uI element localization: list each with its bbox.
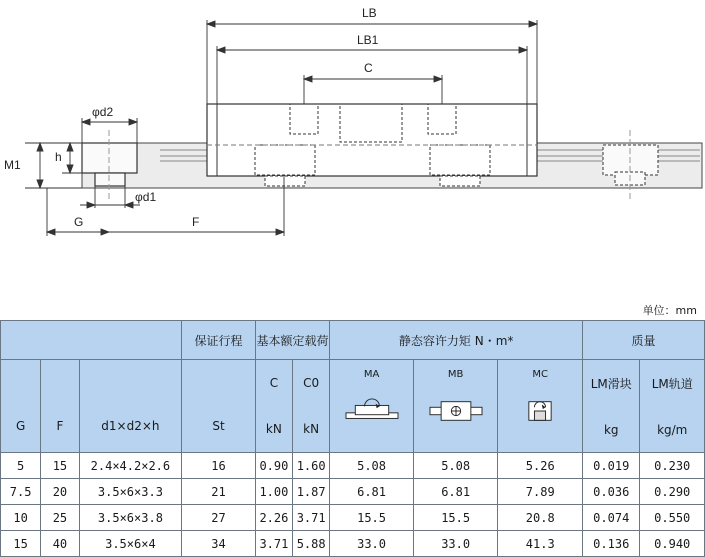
dim-label-g: G [74,215,84,229]
cell: 0.290 [640,479,705,505]
dim-label-f: F [192,215,200,229]
col-f: F [41,360,79,453]
cell: 41.3 [498,531,583,557]
cell: 0.019 [583,453,640,479]
cell: 10 [1,505,41,531]
cell: 0.940 [640,531,705,557]
moment-mc-icon [520,398,560,424]
table-row [1,505,705,531]
cell: 3.5×6×4 [79,531,182,557]
header-basic-load: 基本额定载荷 [255,321,330,360]
header-blank [1,321,182,360]
cell: 3.71 [293,505,330,531]
col-mc: MC [498,360,583,453]
cell: 15.5 [330,505,414,531]
cell: 15 [41,453,79,479]
col-c: C kN [255,360,292,453]
table-row [1,479,705,505]
cell: 33.0 [330,531,414,557]
dim-label-c: C [364,61,373,75]
cell: 1.60 [293,453,330,479]
unit-label: 单位：mm [642,304,697,317]
moment-mb-icon [424,398,488,424]
moment-ma-icon [340,398,404,424]
cell: 7.5 [1,479,41,505]
cell: 3.5×6×3.3 [79,479,182,505]
cell: 0.90 [255,453,292,479]
dim-label-lb1: LB1 [357,33,379,47]
cell: 33.0 [413,531,498,557]
dim-label-phi-d2: φd2 [92,105,114,119]
cell: 0.036 [583,479,640,505]
cell: 15 [1,531,41,557]
cell: 2.26 [255,505,292,531]
cell: 27 [182,505,256,531]
cell: 0.230 [640,453,705,479]
cell: 1.00 [255,479,292,505]
col-mb: MB [413,360,498,453]
cell: 6.81 [413,479,498,505]
spec-table [0,320,705,557]
col-rail-mass: LM轨道 kg/m [640,360,705,453]
cell: 21 [182,479,256,505]
dim-label-lb: LB [362,6,377,20]
cell: 20 [41,479,79,505]
col-g: G [1,360,41,453]
rail-mounting-hole-right [603,130,658,200]
col-ma: MA [330,360,414,453]
cell: 1.87 [293,479,330,505]
cell: 5.88 [293,531,330,557]
cell: 16 [182,453,256,479]
cell: 25 [41,505,79,531]
cell: 5.26 [498,453,583,479]
cell: 15.5 [413,505,498,531]
cell: 6.81 [330,479,414,505]
col-st: St [182,360,256,453]
col-dims: d1×d2×h [79,360,182,453]
dim-label-m1: M1 [4,158,21,172]
dim-label-h: h [55,150,62,164]
cell: 5.08 [413,453,498,479]
cell: 3.71 [255,531,292,557]
cell: 0.136 [583,531,640,557]
cell: 40 [41,531,79,557]
header-static-moment: 静态容许力矩 N・m* [330,321,583,360]
cell: 0.074 [583,505,640,531]
col-c0: C0 kN [293,360,330,453]
cell: 34 [182,531,256,557]
dim-label-phi-d1: φd1 [135,190,157,204]
header-travel: 保证行程 [182,321,256,360]
table-row [1,453,705,479]
header-mass: 质量 [583,321,705,360]
rail-mounting-hole-left [82,130,137,200]
cell: 20.8 [498,505,583,531]
cell: 3.5×6×3.8 [79,505,182,531]
lm-block [207,104,537,186]
cell: 5 [1,453,41,479]
cell: 2.4×4.2×2.6 [79,453,182,479]
col-block-mass: LM滑块 kg [583,360,640,453]
cell: 5.08 [330,453,414,479]
table-row [1,531,705,557]
cell: 0.550 [640,505,705,531]
cell: 7.89 [498,479,583,505]
